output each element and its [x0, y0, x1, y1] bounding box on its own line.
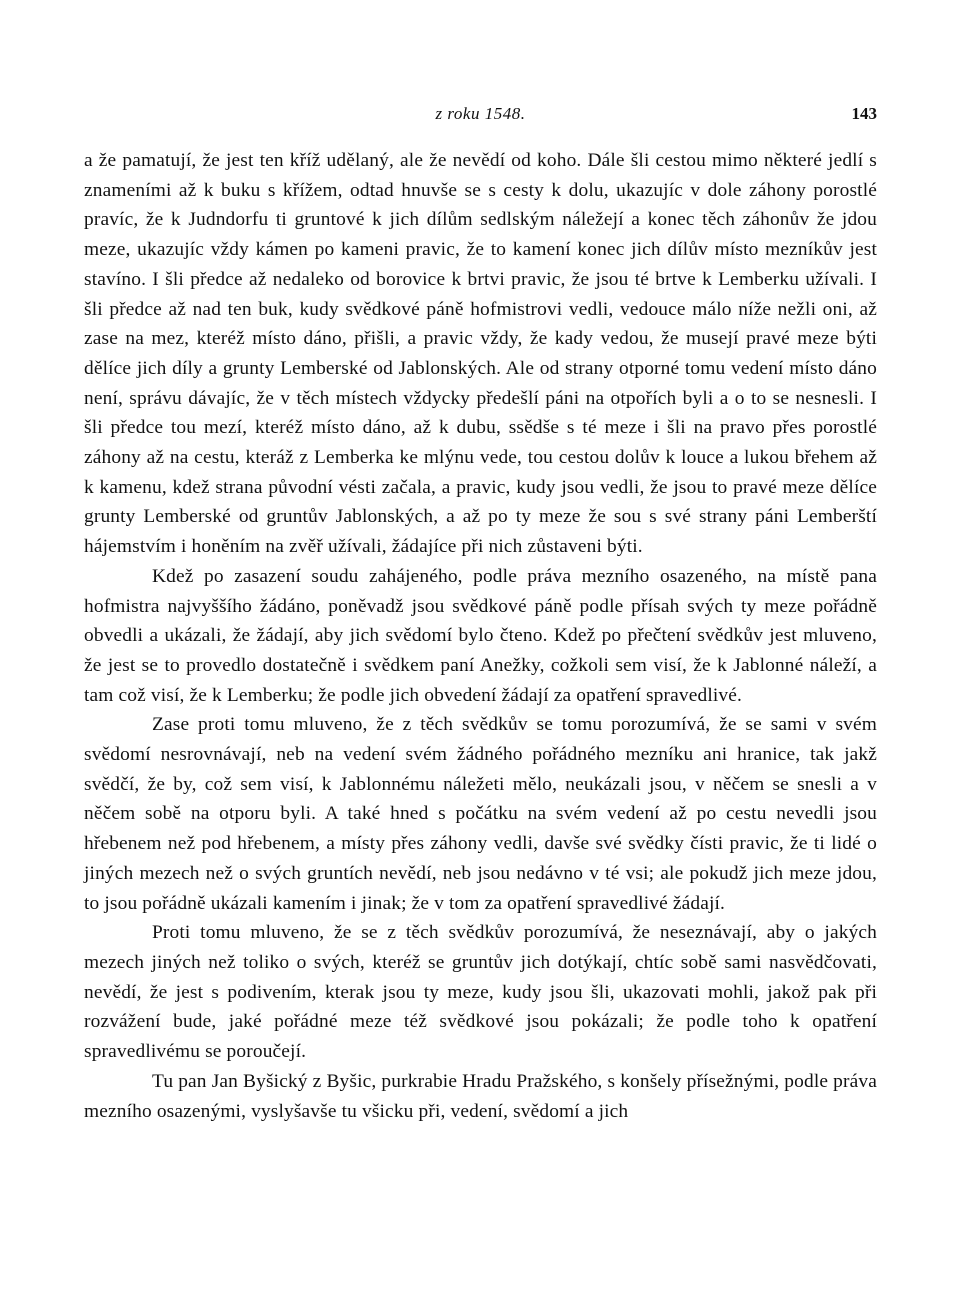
page-number: 143	[851, 104, 877, 123]
body-text	[84, 146, 877, 1126]
paragraph: Proti tomu mluveno, že se z těch svědkův porozumívá, že neseznávají, aby o jakých mezech jiných než toliko o svých, kteréž se gruntův jich dotýkají, chtíc sobě sami nasvědčovati, nevědí, že jest s podivením, kterak jsou ty meze, kudy jsou šli, ukazovati mohli, jakož pak při rozvážení bude, jaké pořádné meze též svědkové jsou pokázali; že podle toho k opatření spravedlivému se poroučejí.	[84, 922, 877, 1063]
running-title: z roku 1548.	[435, 104, 526, 123]
document-page	[84, 100, 877, 1126]
paragraph: Kdež po zasazení soudu zahájeného, podle práva mezního osazeného, na místě pana hofmistra najvyššího žádáno, poněvadž jsou svědkové páně podle přísah svých ty meze pořádně obvedli a ukázali, že žádají, aby jich svědomí bylo čteno. Kdež po přečtení svědkův jest mluveno, že jest se to provedlo dostatečně i svědkem paní Anežky, cožkoli sem visí, že k Jablonné náleží, a tam což visí, že k Lemberku; že podle jich obvedení žádají za opatření spravedlivé.	[84, 565, 877, 706]
paragraph: Tu pan Jan Byšický z Byšic, purkrabie Hradu Pražského, s konšely přísežnými, podle práva mezního osazenými, vyslyšavše tu všicku při, vedení, svědomí a jich	[84, 1070, 877, 1122]
page-header	[84, 100, 877, 130]
paragraph: Zase proti tomu mluveno, že z těch svědkův se tomu porozumívá, že se sami v svém svědomí nesrovnávají, neb na vedení svém žádného pořádného mezníku ani hranice, tak jakž svědčí, že by, což sem visí, k Jablonnému náležeti mělo, neukázali jsou, v něčem se snesli a v něčem sobě na otporu byli. A také hned s počátku na svém vedení až po cestu nevedli jsou hřebenem než pod hřebenem, a místy přes záhony vedli, davše své svědky čísti praviс, že ti lidé o jiných mezech než o svých gruntích nevědí, neb jsou nedávno v té vsi; ale pokudž jich meze jdou, to jsou pořádně ukázali kamením i jinak; že v tom za opatření spravedlivé žádají.	[84, 714, 877, 914]
paragraph: a že pamatují, že jest ten kříž udělaný, ale že nevědí od koho. Dále šli cestou mimo některé jedlí s znameními až k buku s křížem, odtad hnuvše se s cesty k dolu, ukazujíc v dole záhony porostlé pravíc, že k Judndorfu ti gruntové k jich dílům sedlským náležejí a konec těch záhonův že jdou meze, ukazujíc vždy kámen po kameni praviс, že to kamení konec jich dílův místo mezníkův jest stavíno. I šli předce až nedaleko od borovice k brtvi praviс, že jsou té brtve k Lemberku užívali. I šli předce až nad ten buk, kudy svědkové páně hofmistrovi vedli, vedouce málo níže nežli oni, až zase na mez, kteréž místo dáno, přišli, a praviс vždy, že kady vedou, že musejí pravé meze býti dělíce jich díly a grunty Lemberské od Jablonských. Ale od strany otporné tomu vedení místo dáno není, správu dávajíc, že v těch místech vždycky předešlí páni na otpořích byli a o to se nesnesli. I šli předce tou mezí, kteréž místo dáno, až k dubu, ssědše s té meze i šli na pravo přes porostlé záhony až na cestu, kteráž z Lemberka ke mlýnu vede, tou cestou dolův k louce a lukou břehem až k kamenu, kdež strana původní vésti začala, a praviс, kudy jsou vedli, že jsou to pravé meze dělíce grunty Lemberské od gruntův Jablonských, a až po ty meze že sou s své strany páni Lemberští hájemstvím i honěním na zvěř užívali, žádajíce při nich zůstaveni býti.	[84, 150, 877, 558]
